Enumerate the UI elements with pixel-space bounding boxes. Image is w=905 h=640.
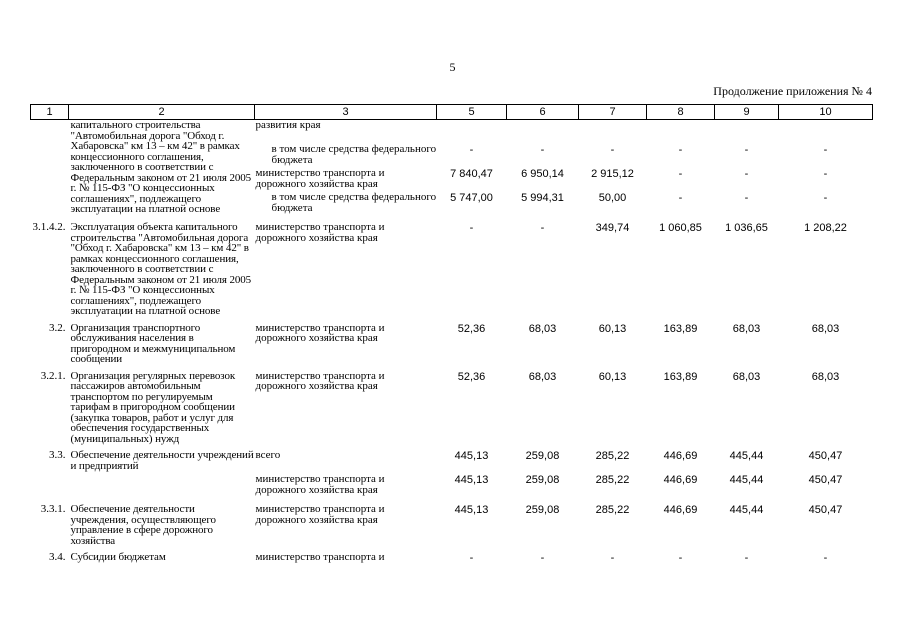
value-cell: 68,03 [528,370,557,383]
value-cell: - [823,192,828,204]
executor-label: министерство транспорта и дорожного хозяйства края [255,503,385,526]
value-cell: 285,22 [595,504,630,516]
row-name: Обеспечение деятельности учреждений и предприятий [70,449,254,472]
value-cell: - [744,552,749,564]
value-cell: 450,47 [808,450,843,462]
value-cell: 445,13 [454,474,489,486]
row-values-col-9 [715,552,779,576]
value-cell: - [678,168,683,180]
value-cell: - [469,552,474,564]
row-executor-cell [255,504,437,546]
value-cell: 285,22 [595,474,630,486]
header-col-1: 1 [31,105,69,120]
value-cell: 259,08 [525,474,560,486]
row-values-col-6 [507,120,579,217]
header-row [31,105,873,120]
value-cell: 60,13 [598,322,627,335]
row-values-col-8 [647,120,715,217]
value-cell: 259,08 [525,450,560,462]
value-cell: - [678,552,683,564]
value-cell: - [823,144,828,156]
value-cell: 163,89 [663,322,698,335]
value-cell: - [678,144,683,156]
row-executor-cell [255,120,437,217]
row-number [31,120,69,217]
row-values-col-5 [437,552,507,576]
table-header [31,105,873,120]
row-values-col-10 [779,450,873,498]
table-row [31,120,873,217]
row-executor-cell [255,552,437,576]
value-cell: 1 208,22 [804,222,847,234]
row-name: Субсидии бюджетам [70,551,166,563]
row-name: Эксплуатация объекта капитального строительства "Автомобильная дорога "Обход г. Хабаровска" км 13 – км 42" в рамках концессионного соглашения, заключенного в соответствии с Федеральным законом от 21 июля 2005 г. № 115-ФЗ "О концессионных соглашениях", подлежащего эксплуатации на платной основе [70,221,252,317]
row-values-col-7 [579,222,647,317]
continuation-title: Продолжение приложения № 4 [713,84,872,98]
value-cell: 60,13 [598,370,627,383]
table-row [31,552,873,576]
header-col-6: 6 [507,105,579,120]
row-values-col-5 [437,222,507,317]
row-values-col-8 [647,371,715,445]
table-row [31,323,873,365]
value-cell [647,120,715,144]
row-number: 3.4. [49,551,66,563]
value-cell: 450,47 [808,474,843,486]
value-cell: - [744,192,749,204]
row-executor-cell [255,450,437,498]
table-row [31,504,873,546]
executor-label: министерство транспорта и [255,551,385,563]
value-cell: - [469,222,474,234]
value-cell: 7 840,47 [450,168,493,180]
executor-label: министерство транспорта и дорожного хозяйства края [255,473,385,496]
row-values-col-9 [715,504,779,546]
value-cell: 445,44 [729,504,764,516]
value-cell: 285,22 [595,450,630,462]
row-values-col-6 [507,450,579,498]
header-col-5: 5 [437,105,507,120]
executor-label: министерство транспорта и дорожного хозяйства края [255,221,385,244]
executor-label: министерство транспорта и дорожного хозяйства края [255,321,385,344]
value-cell: 6 950,14 [521,168,564,180]
row-number: 3.2.1. [40,369,66,382]
value-cell: 163,89 [663,370,698,383]
value-cell: 1 036,65 [725,222,768,234]
value-cell [507,120,579,144]
value-cell: - [823,168,828,180]
value-cell: 68,03 [811,322,840,335]
row-values-col-8 [647,222,715,317]
row-name: Организация регулярных перевозок пассажиров автомобильным транспортом по регулируемым тарифам в пригородном сообщении (закупка товаров, работ и услуг для обеспечения государственных (муниципальных) нужд [70,369,236,445]
row-number: 3.1.4.2. [32,221,66,233]
row-number: 3.3. [49,449,66,461]
value-cell: 445,13 [454,504,489,516]
header-col-2: 2 [69,105,255,120]
value-cell: 450,47 [808,504,843,516]
executor-label: развития края [255,119,321,131]
row-values-col-10 [779,552,873,576]
header-col-10: 10 [779,105,873,120]
executor-label: в том числе средства федерального бюджета [271,143,437,166]
row-values-col-6 [507,222,579,317]
value-cell: - [610,552,615,564]
row-executor-cell [255,371,437,445]
value-cell: - [540,552,545,564]
table-row [31,371,873,445]
value-cell: - [610,144,615,156]
value-cell: 50,00 [598,192,627,204]
value-cell: 52,36 [457,322,486,335]
row-values-col-7 [579,120,647,217]
value-cell: 349,74 [595,222,630,234]
executor-label: министерство транспорта и дорожного хозяйства края [255,167,385,190]
value-cell: - [678,192,683,204]
row-executor-cell [255,323,437,365]
row-name: Обеспечение деятельности учреждения, осуществляющего управление в сфере дорожного хозяйства [70,503,216,547]
row-values-col-10 [779,323,873,365]
executor-label: в том числе средства федерального бюджета [271,191,437,214]
row-values-col-6 [507,323,579,365]
value-cell: - [744,168,749,180]
row-values-col-9 [715,120,779,217]
row-values-col-5 [437,371,507,445]
value-cell [437,120,507,144]
value-cell: 5 747,00 [450,192,493,204]
row-values-col-9 [715,323,779,365]
value-cell: 446,69 [663,504,698,516]
value-cell: - [540,222,545,234]
row-values-col-9 [715,450,779,498]
row-values-col-10 [779,222,873,317]
value-cell: 446,69 [663,450,698,462]
value-cell [579,120,647,144]
executor-label: министерство транспорта и дорожного хозяйства края [255,369,385,392]
value-cell: 259,08 [525,504,560,516]
value-cell: 2 915,12 [591,168,634,180]
page-number: 5 [449,60,456,74]
value-cell: 68,03 [732,370,761,383]
row-number: 3.2. [49,321,66,334]
row-values-col-10 [779,504,873,546]
row-name: Организация транспортного обслуживания населения в пригородном и межмуниципальном сообщении [70,321,236,365]
value-cell: - [823,552,828,564]
value-cell: 68,03 [732,322,761,335]
row-values-col-5 [437,120,507,217]
row-values-col-7 [579,450,647,498]
row-values-col-8 [647,450,715,498]
row-spacer [31,576,873,582]
row-values-col-10 [779,120,873,217]
header-col-3: 3 [255,105,437,120]
row-values-col-7 [579,323,647,365]
appendix-table [30,104,872,582]
table-row [31,450,873,498]
value-cell: 445,44 [729,474,764,486]
row-values-col-8 [647,504,715,546]
header-col-8: 8 [647,105,715,120]
header-col-9: 9 [715,105,779,120]
value-cell [779,120,873,144]
row-values-col-9 [715,222,779,317]
value-cell: 446,69 [663,474,698,486]
row-values-col-6 [507,371,579,445]
row-values-col-6 [507,552,579,576]
value-cell: 68,03 [528,322,557,335]
row-values-col-9 [715,371,779,445]
row-values-col-5 [437,504,507,546]
row-values-col-6 [507,504,579,546]
value-cell: - [744,144,749,156]
value-cell: 1 060,85 [659,222,702,234]
value-cell: 68,03 [811,370,840,383]
row-values-col-7 [579,504,647,546]
row-name: капитального строительства "Автомобильная дорога "Обход г. Хабаровска" км 13 – км 42" в рамках концессионного соглашения, заключенного в соответствии с Федеральным законом от 21 июля 2005 г. № 115-ФЗ "О концессионных соглашениях", подлежащего эксплуатации на платной основе [70,119,252,215]
row-values-col-5 [437,450,507,498]
value-cell: - [469,144,474,156]
row-number: 3.3.1. [40,503,66,515]
row-executor-cell [255,222,437,317]
row-values-col-5 [437,323,507,365]
value-cell: 445,44 [729,450,764,462]
table-body [31,120,873,583]
row-values-col-8 [647,323,715,365]
row-values-col-8 [647,552,715,576]
row-values-col-7 [579,552,647,576]
value-cell [715,120,779,144]
row-values-col-7 [579,371,647,445]
row-values-col-10 [779,371,873,445]
value-cell: 5 994,31 [521,192,564,204]
header-col-7: 7 [579,105,647,120]
table-row [31,222,873,317]
value-cell: - [540,144,545,156]
executor-label: всего [255,449,281,461]
value-cell: 52,36 [457,370,486,383]
value-cell: 445,13 [454,450,489,462]
